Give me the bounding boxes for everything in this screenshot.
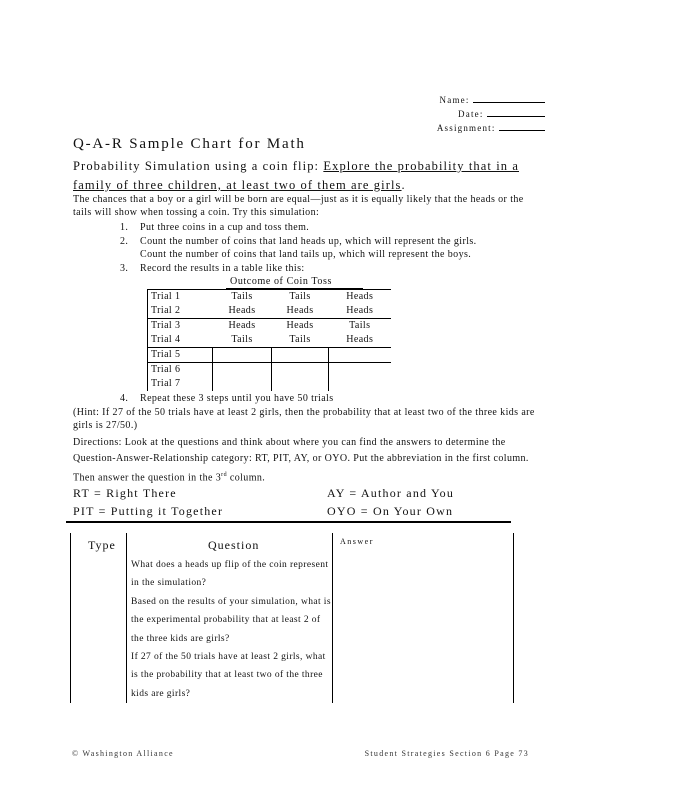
step-item: 2. Count the number of coins that land heads up, which will represent the girls. <box>120 235 477 247</box>
footer-right: Student Strategies Section 6 Page 73 <box>364 749 529 758</box>
outcome-cell <box>272 377 329 391</box>
page-title: Q-A-R Sample Chart for Math <box>73 136 306 152</box>
step-item-continued: Count the number of coins that land tails up, which will represent the boys. <box>140 249 472 260</box>
assignment-blank[interactable] <box>499 121 545 131</box>
column-header-question: Question <box>208 538 260 552</box>
subtitle-lead: Probability Simulation using a coin flip: <box>73 159 324 173</box>
outcome-cell <box>272 363 329 378</box>
column-header-answer: Answer <box>340 537 374 546</box>
steps-list <box>120 221 477 275</box>
name-label: Name: <box>439 95 470 105</box>
table-row <box>148 333 392 348</box>
table-row <box>148 290 392 305</box>
trial-label: Trial 6 <box>148 363 213 378</box>
outcome-cell: Tails <box>349 320 371 331</box>
outcome-cell <box>329 348 392 363</box>
outcome-cell: Heads <box>329 333 392 348</box>
outcome-cell: Tails <box>213 333 272 348</box>
directions-paragraph: Directions: Look at the questions and think about where you can find the answers to determine the Question-Answer-Relationship category: RT, PIT, AY, or OYO. Put the abbreviation in the first column. Then answer the question in the 3rd column. <box>73 437 529 484</box>
section-divider <box>66 521 511 523</box>
outcome-cell <box>329 363 392 378</box>
outcome-cell: Heads <box>329 304 392 319</box>
outcome-cell <box>213 377 272 391</box>
outcome-cell <box>272 348 329 363</box>
trial-label: Trial 4 <box>148 333 213 348</box>
step-item: 4. Repeat these 3 steps until you have 50 trials <box>120 393 334 404</box>
table-border-left <box>70 533 71 703</box>
outcome-cell: Heads <box>228 320 256 331</box>
category-oyo: OYO = On Your Own <box>327 504 454 518</box>
outcome-cell: Tails <box>272 333 329 348</box>
name-blank[interactable] <box>473 93 545 103</box>
table-border-right <box>513 533 514 703</box>
date-field[interactable] <box>458 107 545 119</box>
outcome-cell: Heads <box>213 304 272 319</box>
table-row <box>148 304 392 319</box>
subtitle-tail: . <box>401 178 406 192</box>
table-divider-question <box>332 533 333 703</box>
category-ay: AY = Author and You <box>327 486 455 500</box>
name-field[interactable] <box>440 93 545 105</box>
intro-paragraph: The chances that a boy or a girl will be born are equal—just as it is equally likely that the heads or the tails will show when tossing a coin. Try this simulation: <box>73 194 524 218</box>
outcome-cell: Heads <box>272 304 329 319</box>
coin-toss-table <box>147 289 391 391</box>
outcome-cell <box>213 348 272 363</box>
trial-label: Trial 2 <box>148 304 213 319</box>
date-label: Date: <box>458 109 484 119</box>
table-row <box>148 363 392 378</box>
question-3: If 27 of the 50 trials have at least 2 girls, what is the probability that at least two of the three kids are girls? <box>131 652 326 699</box>
trial-label: Trial 7 <box>148 377 213 391</box>
table-divider-type <box>126 533 127 703</box>
outcome-cell: Heads <box>286 320 314 331</box>
outcome-cell: Tails <box>272 290 329 305</box>
outcome-cell: Heads <box>329 290 392 305</box>
column-header-type: Type <box>88 538 116 552</box>
subtitle <box>73 157 543 195</box>
outcome-cell: Tails <box>213 290 272 305</box>
date-blank[interactable] <box>487 107 545 117</box>
trial-label: Trial 5 <box>148 348 213 363</box>
trial-label: Trial 3 <box>148 319 213 334</box>
coin-toss-table-title: Outcome of Coin Toss <box>230 276 332 287</box>
hint-paragraph: (Hint: If 27 of the 50 trials have at least 2 girls, then the probability that at least two of the three kids are girls is 27/50.) <box>73 407 535 431</box>
assignment-label: Assignment: <box>436 123 496 133</box>
trial-label: Trial 1 <box>148 290 213 305</box>
category-pit: PIT = Putting it Together <box>73 504 224 518</box>
footer-left: © Washington Alliance <box>72 749 174 758</box>
table-row <box>148 377 392 391</box>
question-1: What does a heads up flip of the coin represent in the simulation? <box>131 560 329 589</box>
step-item: 3. Record the results in a table like this: <box>120 262 305 274</box>
outcome-cell <box>213 363 272 378</box>
step-item: 1. Put three coins in a cup and toss them. <box>120 222 310 233</box>
subtitle-underlined: Explore the probability that in a family of three children, at least two of them are girls <box>73 159 519 192</box>
question-2: Based on the results of your simulation, what is the experimental probability that at least 2 of the three kids are girls? <box>131 597 331 644</box>
table-row <box>148 319 392 334</box>
assignment-field[interactable] <box>437 121 545 133</box>
table-row <box>148 348 392 363</box>
category-rt: RT = Right There <box>73 486 177 500</box>
outcome-cell <box>329 377 392 391</box>
